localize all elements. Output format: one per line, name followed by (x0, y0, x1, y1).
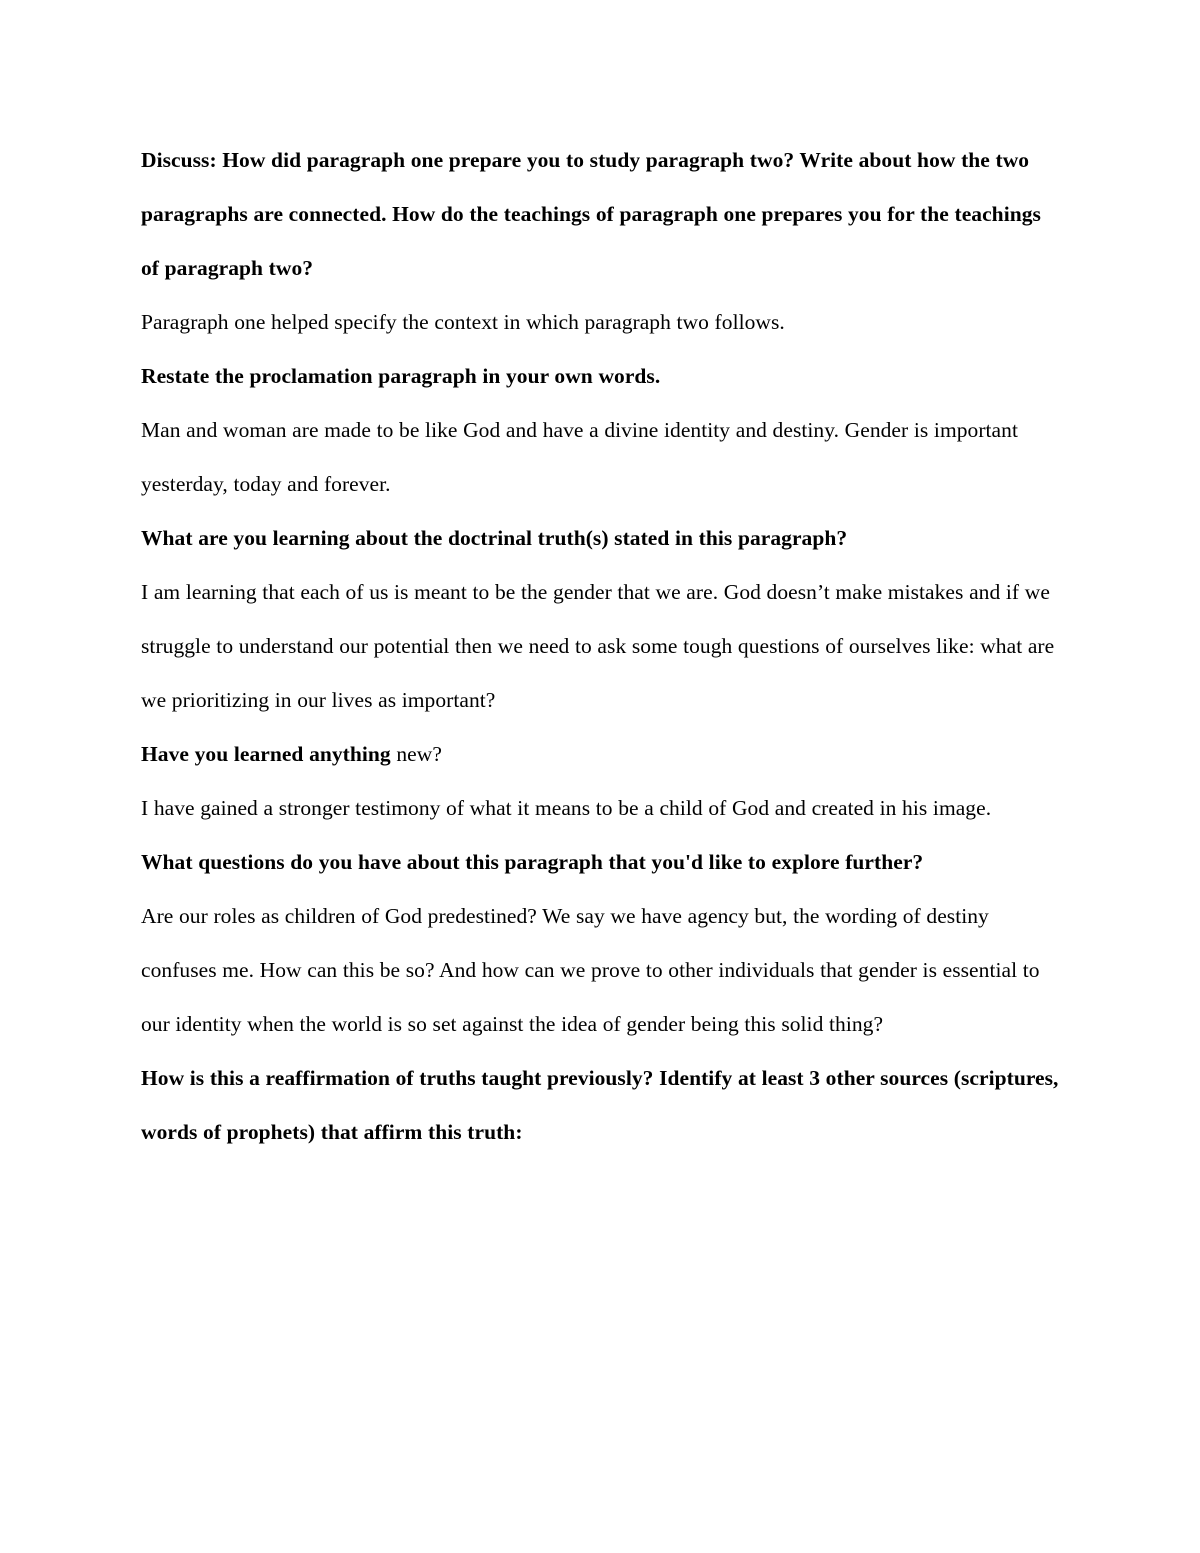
question-heading-doctrinal-truths: What are you learning about the doctrinal truth(s) stated in this paragraph? (141, 526, 848, 550)
question-heading-restate: Restate the proclamation paragraph in your own words. (141, 364, 661, 388)
answer-paragraph-context: Paragraph one helped specify the context in which paragraph two follows. (141, 310, 785, 334)
question-heading-further-questions: What questions do you have about this paragraph that you'd like to explore further? (141, 850, 924, 874)
answer-paragraph-doctrinal-truths: I am learning that each of us is meant to be the gender that we are. God doesn’t make mistakes and if we struggle to understand our potential then we need to ask some tough questions of ourselves like: what are we prioritizing in our lives as important? (141, 580, 1055, 712)
answer-paragraph-further-questions: Are our roles as children of God predestined? We say we have agency but, the wording of destiny confuses me. How can this be so? And how can we prove to other individuals that gender is essential to our identity when the world is so set against the idea of gender being this solid thing? (141, 904, 1040, 1036)
question-heading-learned-new-bold: Have you learned anything (141, 742, 391, 766)
question-heading-learned-new-plain: new? (390, 742, 442, 766)
question-heading-reaffirmation: How is this a reaffirmation of truths taught previously? Identify at least 3 other sources (scriptures, words of prophets) that affirm this truth: (141, 1066, 1059, 1144)
answer-paragraph-restate: Man and woman are made to be like God and have a divine identity and destiny. Gender is important yesterday, today and forever. (141, 418, 1018, 496)
document-body (141, 133, 1060, 1159)
question-heading-learned-new (141, 727, 1060, 781)
question-heading-discuss: Discuss: How did paragraph one prepare you to study paragraph two? Write about how the two paragraphs are connected. How do the teachings of paragraph one prepares you for the teachings of paragraph two? (141, 148, 1041, 280)
answer-paragraph-learned-new: I have gained a stronger testimony of what it means to be a child of God and created in his image. (141, 796, 992, 820)
